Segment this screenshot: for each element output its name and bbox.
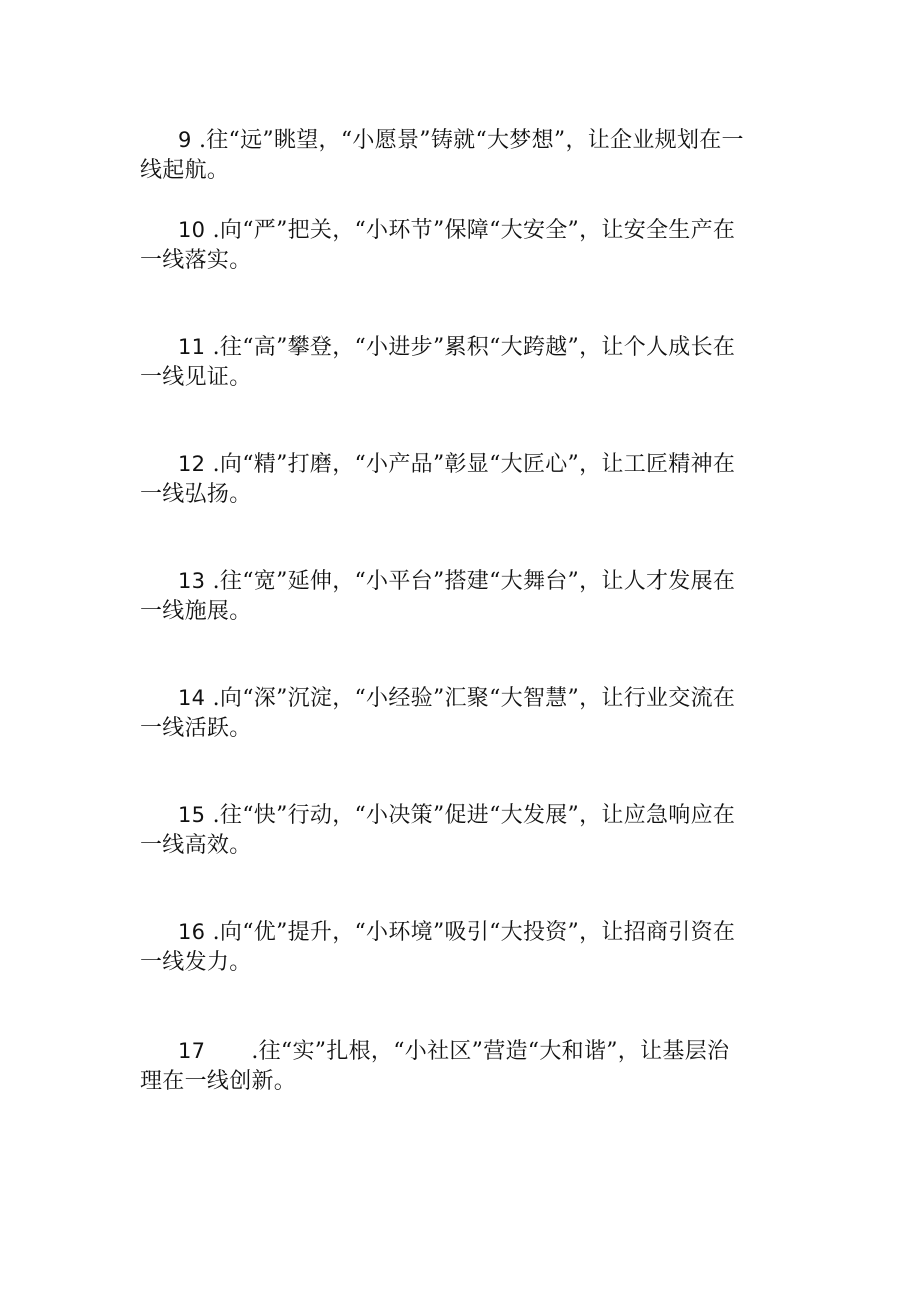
item-first-line (140, 917, 790, 948)
item-continuation: 一线高效。 (140, 833, 252, 858)
list-item (140, 332, 790, 393)
item-number: 16 (178, 920, 206, 944)
item-text: .往“高”攀登，“小进步”累积“大跨越”，让个人成长在 (212, 335, 736, 360)
list-item (140, 215, 790, 276)
item-first-line (140, 215, 790, 246)
item-first-line (140, 1036, 790, 1067)
item-number: 13 (178, 569, 206, 593)
item-number: 9 (178, 128, 192, 152)
item-first-line (140, 449, 790, 480)
item-continuation: 理在一线创新。 (140, 1069, 297, 1094)
item-first-line (140, 566, 790, 597)
item-text: .往“远”眺望，“小愿景”铸就“大梦想”，让企业规划在一 (198, 128, 744, 153)
item-number: 17 (178, 1039, 206, 1063)
list-item (140, 566, 790, 627)
item-continuation: 一线活跃。 (140, 716, 252, 741)
item-first-line (140, 683, 790, 714)
item-continuation: 一线落实。 (140, 248, 252, 273)
item-continuation: 一线发力。 (140, 950, 252, 975)
item-continuation: 一线见证。 (140, 365, 252, 390)
item-number: 14 (178, 686, 206, 710)
item-text: .往“快”行动，“小决策”促进“大发展”，让应急响应在 (212, 803, 736, 828)
item-number: 10 (178, 218, 206, 242)
item-continuation: 一线弘扬。 (140, 482, 252, 507)
item-first-line (140, 332, 790, 363)
list-item (140, 917, 790, 978)
item-text: .往“宽”延伸，“小平台”搭建“大舞台”，让人才发展在 (212, 569, 736, 594)
list-item (140, 800, 790, 861)
list-item (140, 683, 790, 744)
item-continuation: 线起航。 (140, 158, 230, 183)
item-first-line (140, 800, 790, 831)
item-text: .向“严”把关，“小环节”保障“大安全”，让安全生产在 (212, 218, 736, 243)
item-text: .向“深”沉淀，“小经验”汇聚“大智慧”，让行业交流在 (212, 686, 736, 711)
list-item (140, 125, 790, 186)
item-text: .向“精”打磨，“小产品”彰显“大匠心”，让工匠精神在 (212, 452, 736, 477)
item-continuation: 一线施展。 (140, 599, 252, 624)
item-number: 11 (178, 335, 206, 359)
item-number: 15 (178, 803, 206, 827)
item-text: .向“优”提升，“小环境”吸引“大投资”，让招商引资在 (212, 920, 736, 945)
item-number: 12 (178, 452, 206, 476)
item-text: .往“实”扎根，“小社区”营造“大和谐”，让基层治 (251, 1039, 730, 1064)
item-first-line (140, 125, 790, 156)
list-item (140, 449, 790, 510)
list-item (140, 1036, 790, 1097)
